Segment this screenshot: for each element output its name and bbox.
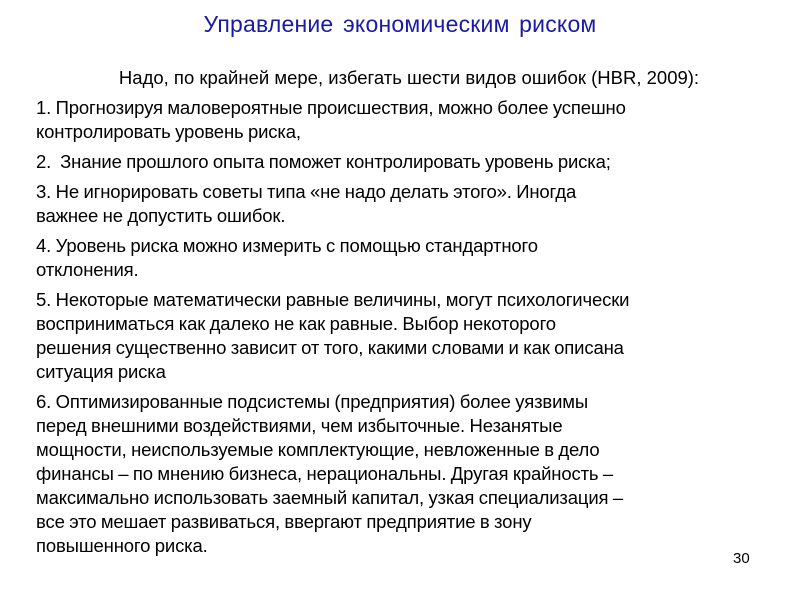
page-number: 30 (733, 550, 750, 567)
error-list (36, 96, 776, 564)
list-item: 5. Некоторые математически равные величины, могут психологически восприниматься как далеко не как равные. Выбор некоторого решения существенно зависит от того, какими словами и как описана ситуация риска (36, 289, 630, 382)
slide-title: Управление экономическим риском (203, 11, 597, 37)
list-item: 1. Прогнозируя маловероятные происшествия, можно более успешно контролировать уровень риска, (36, 97, 626, 142)
list-item: 2. Знание прошлого опыта поможет контролировать уровень риска; (36, 151, 611, 172)
list-item: 6. Оптимизированные подсистемы (предприятия) более уязвимы перед внешними воздействиями, чем избыточные. Незанятые мощности, неиспользуемые комплектующие, невложенные в дело финансы – по мнению бизнеса, нерациональны. Другая крайность – максимально использовать заемный капитал, узкая специализация – все это мешает развиваться, ввергают предприятие в зону повышенного риска. (36, 391, 624, 556)
list-item: 4. Уровень риска можно измерить с помощью стандартного отклонения. (36, 235, 538, 280)
list-item: 3. Не игнорировать советы типа «не надо делать этого». Иногда важнее не допустить ошибок. (36, 181, 577, 226)
intro-text: Надо, по крайней мере, избегать шести видов ошибок (HBR, 2009): (118, 67, 700, 88)
